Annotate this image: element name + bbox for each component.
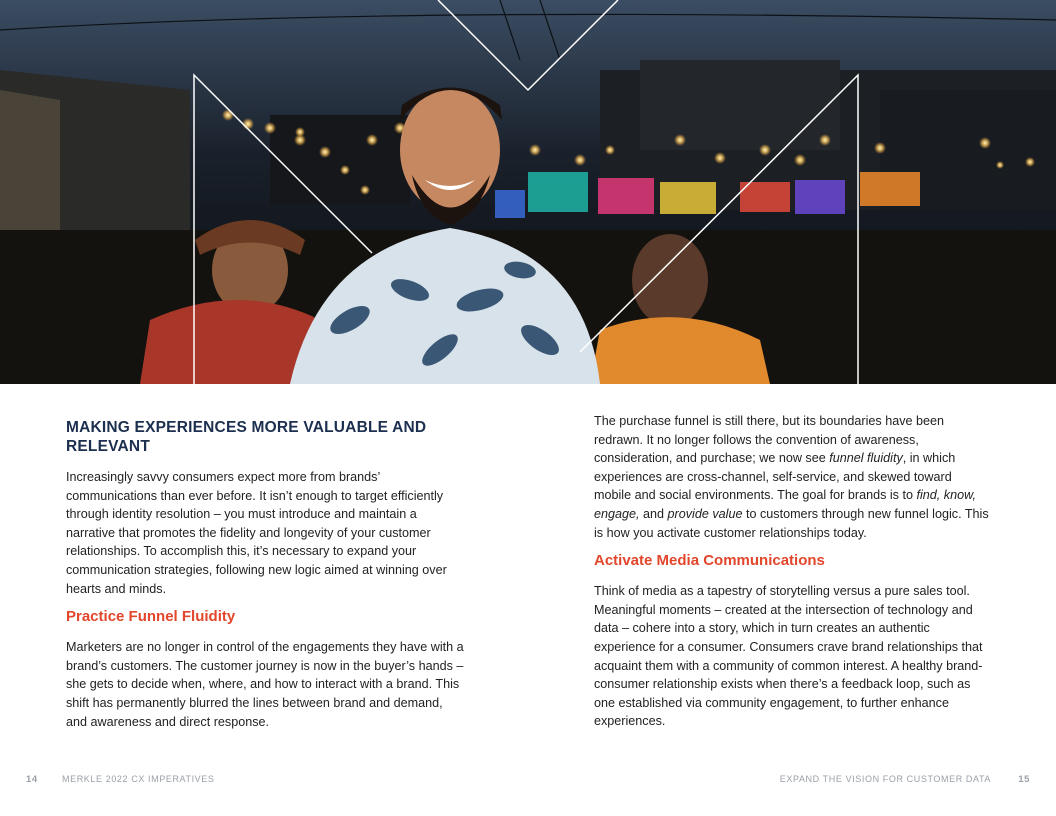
right-column [594,412,990,740]
photo-party-icon [0,0,1056,384]
hero-photo [0,0,1056,384]
subheading-media-communications: Activate Media Communications [594,552,825,570]
funnel-paragraph: Marketers are no longer in control of the engagements they have with a brand’s customers. The customer journey is now in the buyer’s hands – she gets to decide when, where, and how to interact with a brand. This shift has permanently blurred the lines between brand and demand, and awareness and direct response. [66,640,464,729]
section-title: MAKING EXPERIENCES MORE VALUABLE AND RELEVANT [66,419,427,455]
footer-right [1018,774,1030,785]
footer-left-label: MERKLE 2022 CX IMPERATIVES [62,774,215,784]
media-paragraph: Think of media as a tapestry of storytelling versus a pure sales tool. Meaningful moments – created at the intersection of technology and data – cohere into a story, which in turn creates an authentic experience for a consumer. Consumers crave brand relationships that acquaint them with a community of common interest. A healthy brand-consumer relationship exists when there’s a feedback loop, such as one established via community engagement, to further enhance experiences. [594,584,983,729]
left-page-number: 14 [26,774,38,785]
subheading-funnel-fluidity: Practice Funnel Fluidity [66,608,236,626]
right-page-number: 15 [1018,774,1030,785]
intro-paragraph: Increasingly savvy consumers expect more from brands’ communications than ever before. It isn’t enough to target efficiently through identity resolution – you must introduce and maintain a narrative that promotes the fidelity and longevity of your customer relationships. To accomplish this, it’s necessary to expand your communication strategies, following new logic aimed at winning over hearts and minds. [66,470,447,596]
footer-left [26,774,38,785]
left-column [66,412,466,740]
footer-right-label: EXPAND THE VISION FOR CUSTOMER DATA [779,774,991,784]
funnel-continued-paragraph: The purchase funnel is still there, but its boundaries have been redrawn. It no longer follows the convention of awareness, consideration, and purchase; we now see funnel fluidity, in which experiences are cross-channel, self-service, and skewed toward mobile and social environments. The goal for brands is to find, know, engage, and provide value to customers through new funnel logic. This is how you activate customer relationships today. [594,414,989,540]
